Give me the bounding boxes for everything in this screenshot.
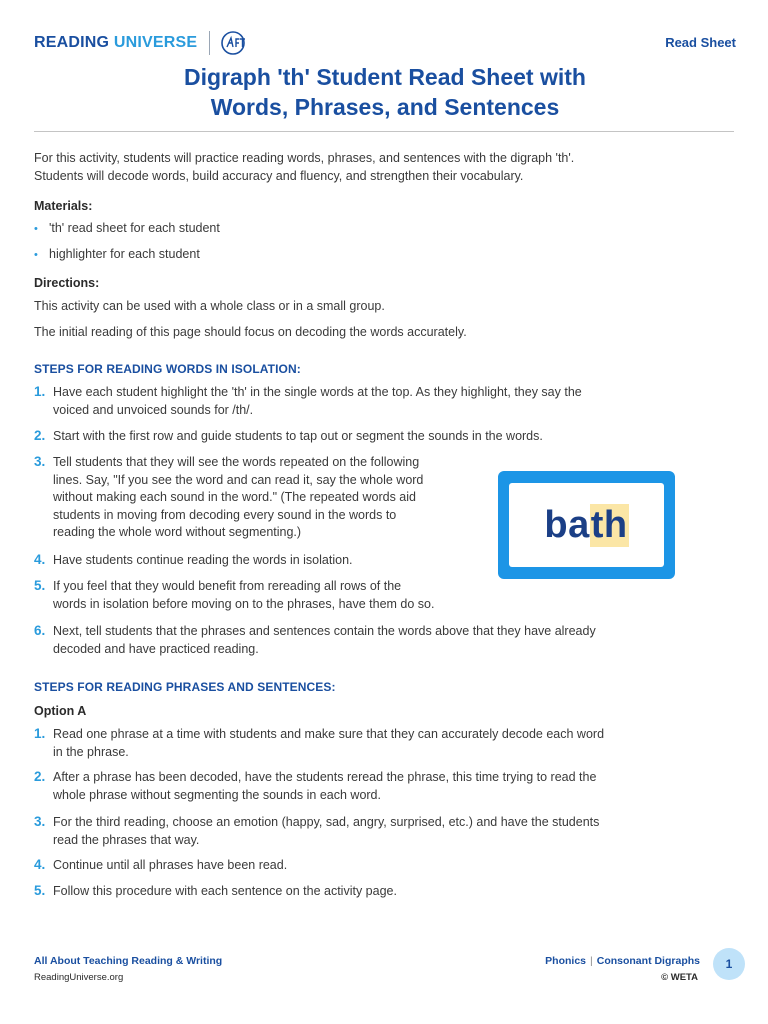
- footer-series-title: All About Teaching Reading & Writing: [34, 955, 223, 967]
- read-sheet-label: Read Sheet: [665, 35, 736, 50]
- directions-text: This activity can be used with a whole class or in a small group.: [34, 299, 385, 313]
- materials-label: Materials:: [34, 199, 93, 213]
- aft-logo-icon: [220, 30, 248, 56]
- phrases-heading: STEPS FOR READING PHRASES AND SENTENCES:: [34, 680, 336, 694]
- materials-item: • highlighter for each student: [34, 247, 200, 261]
- page-header: [34, 26, 736, 58]
- intro-paragraph: For this activity, students will practice reading words, phrases, and sentences with the digraph 'th'. Students will decode words, build accuracy and fluency, and strengthen their vocabulary.: [34, 151, 575, 183]
- page-number: 1: [713, 948, 745, 980]
- isolation-heading: STEPS FOR READING WORDS IN ISOLATION:: [34, 362, 301, 376]
- directions-text: The initial reading of this page should focus on decoding the words accurately.: [34, 325, 467, 339]
- option-label: Option A: [34, 704, 87, 718]
- footer-copyright: © WETA: [661, 972, 698, 983]
- materials-item: • 'th' read sheet for each student: [34, 221, 220, 235]
- word-card-inner: [509, 483, 664, 567]
- logo-text: READING UNIVERSE: [34, 34, 198, 51]
- logo-divider: [209, 31, 210, 55]
- page-title: [34, 62, 736, 122]
- footer-site: ReadingUniverse.org: [34, 972, 124, 983]
- word-card: [498, 471, 675, 579]
- reading-universe-logo: [34, 30, 248, 56]
- directions-label: Directions:: [34, 276, 100, 290]
- title-divider: [34, 131, 734, 132]
- example-word: ba th: [544, 503, 628, 546]
- title-line-1: Digraph 'th' Student Read Sheet with: [184, 64, 586, 90]
- digraph-highlight: th: [590, 503, 628, 546]
- title-line-2: Words, Phrases, and Sentences: [210, 94, 560, 120]
- footer-categories: Phonics | Consonant Digraphs: [545, 955, 700, 967]
